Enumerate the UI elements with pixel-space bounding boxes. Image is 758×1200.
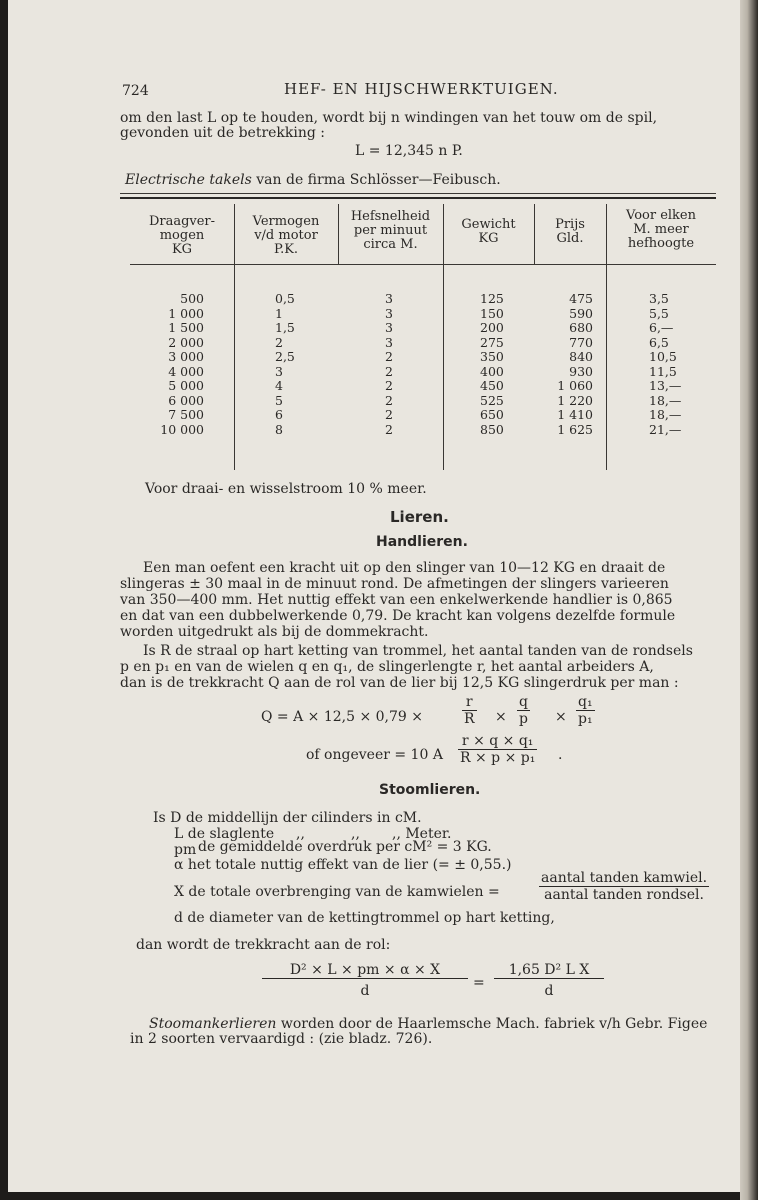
- table-cell: 525: [480, 392, 504, 408]
- table-header-draagvermogen: Draagver- mogen KG: [148, 214, 216, 257]
- table-header-prijs: Prijs Gld.: [555, 217, 585, 246]
- formula-stoom-fraction-2: $\frac{\text{1,65 D² L X}}{d}$: [494, 962, 604, 999]
- page-number: 724: [122, 83, 149, 99]
- table-cell: 5 000: [168, 378, 204, 393]
- table-cell: 3: [385, 320, 393, 335]
- heading-stoomlieren: Stoomlieren.: [379, 782, 481, 798]
- table-cell: 1 220: [557, 392, 593, 408]
- handlieren-line-1: Een man oefent een kracht uit op den slinger van 10—12 KG en draait de: [143, 560, 666, 576]
- stoom-def-2b: ,,: [296, 826, 305, 842]
- table-header-gewicht: Gewicht KG: [461, 217, 516, 246]
- table-cell: 400: [480, 363, 504, 379]
- table-cell: 4: [275, 378, 283, 393]
- table-cell: 18,—: [649, 407, 682, 422]
- table-cell: 840: [569, 349, 593, 364]
- formula-q-fraction-1: $\frac{r}{R}$: [464, 694, 475, 727]
- table-column-vermogen: [275, 292, 315, 437]
- table-cell: 3: [385, 305, 393, 321]
- intro-formula: L = 12,345 n P.: [355, 143, 463, 159]
- table-cell: 930: [569, 363, 593, 379]
- stoom-def-4: α het totale nuttig effekt van de lier (= ± 0,55.): [174, 857, 512, 873]
- table-cell: 680: [569, 320, 593, 335]
- table-cell: 350: [480, 349, 504, 364]
- stoom-def-6: d de diameter van de kettingtrommel op hart ketting,: [174, 910, 555, 926]
- closing-line-1: [149, 1017, 707, 1031]
- table-cell: 2: [385, 407, 393, 422]
- table-cell: 200: [480, 320, 504, 335]
- table-cell: 5,5: [649, 305, 669, 321]
- table-cell: 5: [275, 392, 283, 408]
- table-caption-italic: Electrische takels: [125, 172, 252, 188]
- formula-q-fraction-2: $\frac{q}{p}$: [519, 694, 528, 727]
- table-cell: 3 000: [168, 349, 204, 364]
- table-cell: 850: [480, 421, 504, 437]
- handlieren-line-8: dan is de trekkracht Q aan de rol van de lier bij 12,5 KG slingerdruk per man :: [120, 675, 679, 691]
- table-header-rule: [130, 264, 716, 265]
- formula-q-times-1: ×: [495, 709, 507, 725]
- table-cell: 6 000: [168, 392, 204, 408]
- table-cell: 2: [275, 334, 283, 350]
- table-cell: 11,5: [649, 363, 677, 379]
- table-cell: 1 410: [557, 407, 593, 422]
- formula-stoom-fraction-1: $\frac{\text{D² × L × pm × α × X}}{d}$: [262, 962, 468, 999]
- formula-q-lhs: Q = A × 12,5 × 0,79 ×: [261, 709, 424, 725]
- table-cell: 4 000: [168, 363, 204, 379]
- intro-line-2: gevonden uit de betrekking :: [120, 125, 326, 141]
- formula-approx-lhs: of ongeveer = 10 A: [306, 747, 443, 763]
- handlieren-line-5: worden uitgedrukt als bij de dommekracht.: [120, 624, 429, 640]
- table-header-hefsnelheid: Hefsnelheid per minuut circa M.: [350, 209, 431, 252]
- table-cell: 1: [275, 305, 283, 321]
- table-cell: 1 500: [168, 320, 204, 335]
- running-title: HEF- EN HIJSCHWERKTUIGEN.: [284, 80, 559, 98]
- stoom-def-1: Is D de middellijn der cilinders in cM.: [153, 810, 422, 826]
- table-cell: 2 000: [168, 334, 204, 350]
- table-cell: 2,5: [275, 349, 295, 364]
- table-cell: 275: [480, 334, 504, 350]
- table-header-voor-elken: Voor elken M. meer hefhoogte: [626, 208, 696, 251]
- table-cell: 10,5: [649, 349, 677, 364]
- table-caption: [125, 173, 501, 187]
- table-cell: 1 060: [557, 378, 593, 393]
- formula-approx-end: .: [558, 747, 563, 763]
- table-cell: 2: [385, 349, 393, 364]
- table-cell: 3: [385, 334, 393, 350]
- table-top-rule-1: [120, 193, 716, 194]
- table-cell: 475: [569, 291, 593, 306]
- table-cell: 500: [180, 291, 204, 306]
- table-cell: 2: [385, 421, 393, 437]
- table-cell: 1 000: [168, 305, 204, 321]
- handlieren-line-7: p en p₁ en van de wielen q en q₁, de slingerlengte r, het aantal arbeiders A,: [120, 659, 654, 675]
- book-page: [8, 0, 748, 1192]
- handlieren-line-4: en dat van een dubbelwerkende 0,79. De kracht kan volgens dezelfde formule: [120, 608, 676, 624]
- table-cell: 1 625: [557, 421, 593, 437]
- table-cell: 590: [569, 305, 593, 321]
- table-cell: 450: [480, 378, 504, 393]
- table-cell: 13,—: [649, 378, 682, 393]
- handlieren-line-2: slingeras ± 30 maal in de minuut rond. De afmetingen der slingers varieeren: [120, 576, 669, 592]
- formula-stoom-equals: =: [473, 975, 485, 991]
- heading-lieren: Lieren.: [390, 508, 449, 526]
- stoom-def-3b: de gemiddelde overdruk per cM² = 3 KG.: [198, 839, 492, 855]
- table-cell: 3: [275, 363, 283, 379]
- stoom-def-3a: pm: [174, 842, 197, 858]
- table-cell: 2: [385, 378, 393, 393]
- table-header-vermogen: Vermogen v/d motor P.K.: [252, 214, 320, 257]
- table-column-voor-elken: [649, 292, 694, 437]
- table-cell: 7 500: [168, 407, 204, 422]
- table-cell: 10 000: [160, 421, 204, 437]
- handlieren-line-3: van 350—400 mm. Het nuttig effekt van een enkelwerkende handlier is 0,865: [120, 592, 673, 608]
- closing-line-2: in 2 soorten vervaardigd : (zie bladz. 726).: [130, 1031, 433, 1047]
- stoom-def-2c: ,,: [351, 826, 360, 842]
- table-cell: 150: [480, 305, 504, 321]
- table-cell: 2: [385, 392, 393, 408]
- table-column-prijs: [548, 292, 593, 437]
- trekkracht-intro: dan wordt de trekkracht aan de rol:: [136, 937, 391, 953]
- stoom-def-2d: ,, Meter.: [392, 826, 452, 842]
- after-table-note: Voor draai- en wisselstroom 10 % meer.: [145, 481, 427, 497]
- heading-handlieren: Handlieren.: [376, 534, 468, 550]
- table-cell: 650: [480, 407, 504, 422]
- book-spine-edge: [740, 0, 758, 1200]
- closing-italic: Stoomankerlieren: [149, 1016, 277, 1032]
- table-cell: 18,—: [649, 392, 682, 408]
- stoom-def-5: X de totale overbrenging van de kamwielen =: [174, 884, 500, 900]
- table-cell: 2: [385, 363, 393, 379]
- formula-approx-fraction: $\frac{\text{r × q × q₁}}{\text{R × p × p₁}}$: [460, 733, 536, 766]
- table-cell: 1,5: [275, 320, 295, 335]
- table-top-rule-2: [120, 197, 716, 199]
- table-cell: 21,—: [649, 421, 682, 437]
- handlieren-line-6: Is R de straal op hart ketting van trommel, het aantal tanden van de rondsels: [143, 643, 693, 659]
- table-cell: 770: [569, 334, 593, 350]
- table-cell: 6,—: [649, 320, 674, 335]
- closing-rest: worden door de Haarlemsche Mach. fabriek v/h Gebr. Figee: [280, 1016, 708, 1032]
- stoom-def-2a: L de slaglente: [174, 826, 275, 842]
- stoom-def-5-fraction: aantal tanden kamwiel. aantal tanden rondsel.: [541, 870, 708, 903]
- table-cell: 6: [275, 407, 283, 422]
- table-cell: 3: [385, 291, 393, 306]
- table-cell: 8: [275, 421, 283, 437]
- table-column-hefsnelheid: [385, 292, 405, 437]
- formula-q-fraction-3: $\frac{\text{q₁}}{\text{p₁}}$: [578, 694, 593, 727]
- table-caption-rest: van de firma Schlösser—Feibusch.: [256, 172, 501, 188]
- intro-line-1: om den last L op te houden, wordt bij n windingen van het touw om de spil,: [120, 110, 658, 126]
- table-cell: 6,5: [649, 334, 669, 350]
- table-column-draagvermogen: [138, 292, 204, 437]
- table-cell: 0,5: [275, 291, 295, 306]
- formula-q-times-2: ×: [555, 709, 567, 725]
- table-column-gewicht: [480, 292, 520, 437]
- table-cell: 125: [480, 291, 504, 306]
- table-cell: 3,5: [649, 291, 669, 306]
